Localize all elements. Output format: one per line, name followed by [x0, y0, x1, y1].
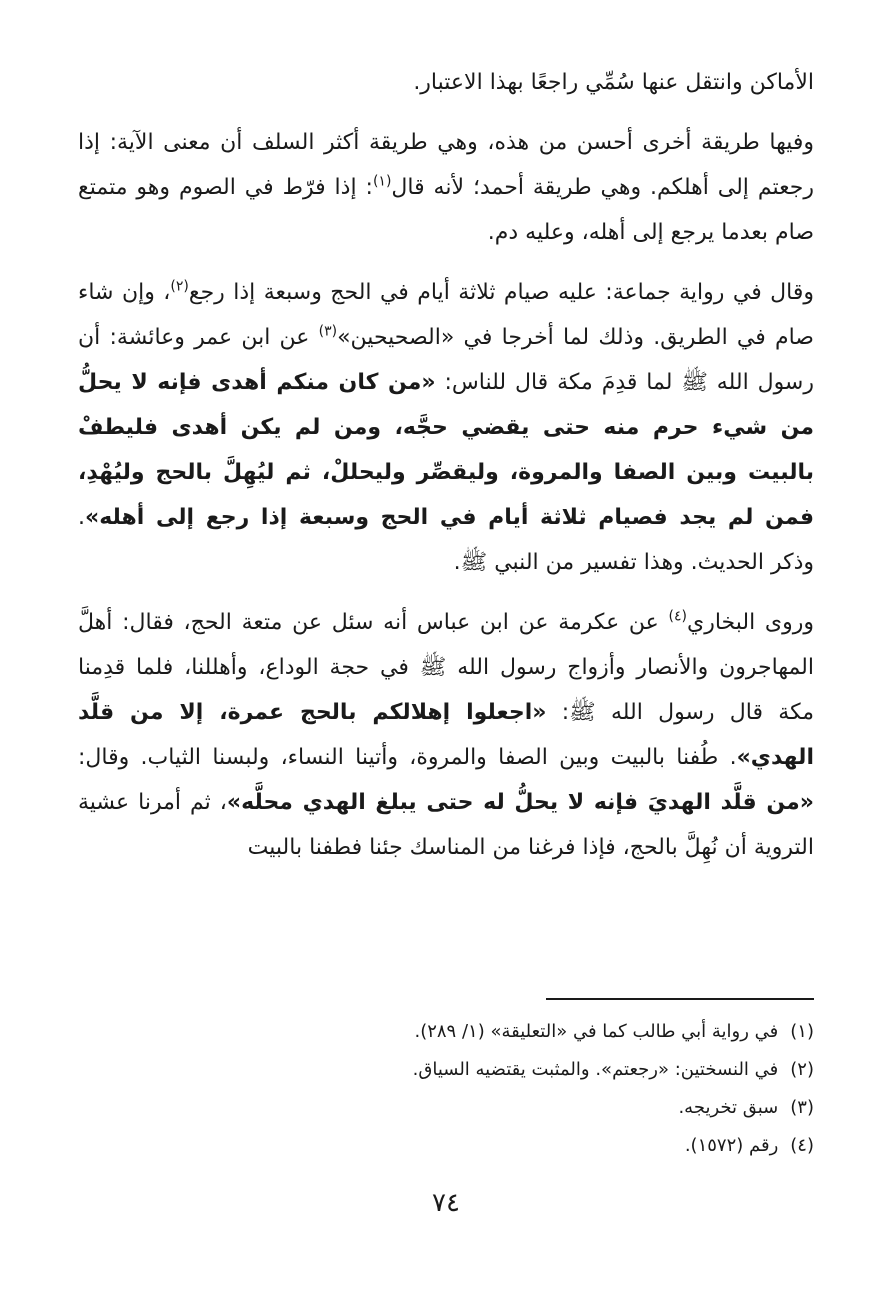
- text-segment: عن ابن عمر وعائشة: أن رسول الله ﷺ لما قدِمَ مكة قال للناس:: [78, 325, 814, 395]
- paragraph: [78, 60, 814, 105]
- footnote: [78, 1051, 814, 1089]
- text-segment: وروى البخاري: [686, 610, 814, 635]
- footnote-reference: (٤): [668, 608, 687, 625]
- footnote-reference: (١): [372, 173, 392, 190]
- footnote-text: في رواية أبي طالب كما في «التعليقة» (١/ ٢٨٩).: [414, 1021, 779, 1042]
- text-segment: عن عكرمة عن ابن عباس أنه سئل عن متعة الحج، فقال: أهلَّ المهاجرون والأنصار وأزواج رسول الله ﷺ في حجة الوداع، وأهللنا، فلما قدِمنا مكة قال رسول الله ﷺ:: [78, 610, 815, 725]
- footnote-number: (٢): [790, 1059, 814, 1080]
- paragraph: [78, 600, 814, 870]
- footnote-reference: (٣): [318, 323, 338, 340]
- footnote-number: (٣): [790, 1097, 814, 1118]
- footnote: [78, 1013, 814, 1051]
- text-segment: وفيها طريقة أخرى أحسن من هذه، وهي طريقة أكثر السلف أن معنى الآية: إذا رجعتم إلى أهلكم. وهي طريقة أحمد؛ لأنه قال: [78, 130, 814, 200]
- text-segment: ، ثم أمرنا عشية التروية أن نُهِلَّ بالحج، فإذا فرغنا من المناسك جئنا فطفنا بالبيت: [78, 790, 814, 860]
- footnote-text: سبق تخريجه.: [678, 1097, 779, 1118]
- text-segment: ، وإن شاء صام في الطريق. وذلك لما أخرجا في «الصحيحين»: [78, 280, 814, 350]
- footnote-number: (١): [790, 1021, 814, 1042]
- footnote-separator: [546, 998, 814, 1000]
- text-segment: . طُفنا بالبيت وبين الصفا والمروة، وأتينا النساء، ولبسنا الثياب. وقال:: [78, 745, 737, 770]
- text-segment: الأماكن وانتقل عنها سُمِّي راجعًا بهذا الاعتبار.: [413, 70, 814, 95]
- footnote-text: رقم (١٥٧٢).: [684, 1135, 779, 1156]
- hadith-quote: «اجعلوا إهلالكم بالحج عمرة، إلا من قلَّد الهدي»: [78, 700, 814, 770]
- text-segment: : إذا فرّط في الصوم وهو متمتع صام بعدما يرجع إلى أهله، وعليه دم.: [78, 175, 814, 245]
- footnote: [78, 1127, 814, 1165]
- hadith-quote: «من كان منكم أهدى فإنه لا يحلُّ من شيء حرم منه حتى يقضي حجَّه، ومن لم يكن أهدى فليطفْ بالبيت وبين الصفا والمروة، وليقصِّر وليحللْ، ثم ليُهِلَّ بالحج وليُهْدِ، فمن لم يجد فصيام ثلاثة أيام في الحج وسبعة إذا رجع إلى أهله»: [78, 370, 814, 530]
- hadith-quote: «من قلَّد الهديَ فإنه لا يحلُّ له حتى يبلغ الهدي محلَّه»: [226, 790, 814, 815]
- footnote-number: (٤): [790, 1135, 814, 1156]
- paragraph: [78, 120, 814, 255]
- page-number: ٧٤: [432, 1188, 460, 1218]
- footnote-text: في النسختين: «رجعتم». والمثبت يقتضيه السياق.: [412, 1059, 779, 1080]
- paragraph: [78, 270, 814, 585]
- text-segment: . وذكر الحديث. وهذا تفسير من النبي ﷺ.: [78, 505, 814, 575]
- footnote: [78, 1089, 814, 1127]
- footnote-reference: (٢): [170, 278, 189, 295]
- footnotes: [78, 1013, 814, 1165]
- main-text: [78, 60, 814, 870]
- text-segment: وقال في رواية جماعة: عليه صيام ثلاثة أيام في الحج وسبعة إذا رجع: [188, 280, 814, 305]
